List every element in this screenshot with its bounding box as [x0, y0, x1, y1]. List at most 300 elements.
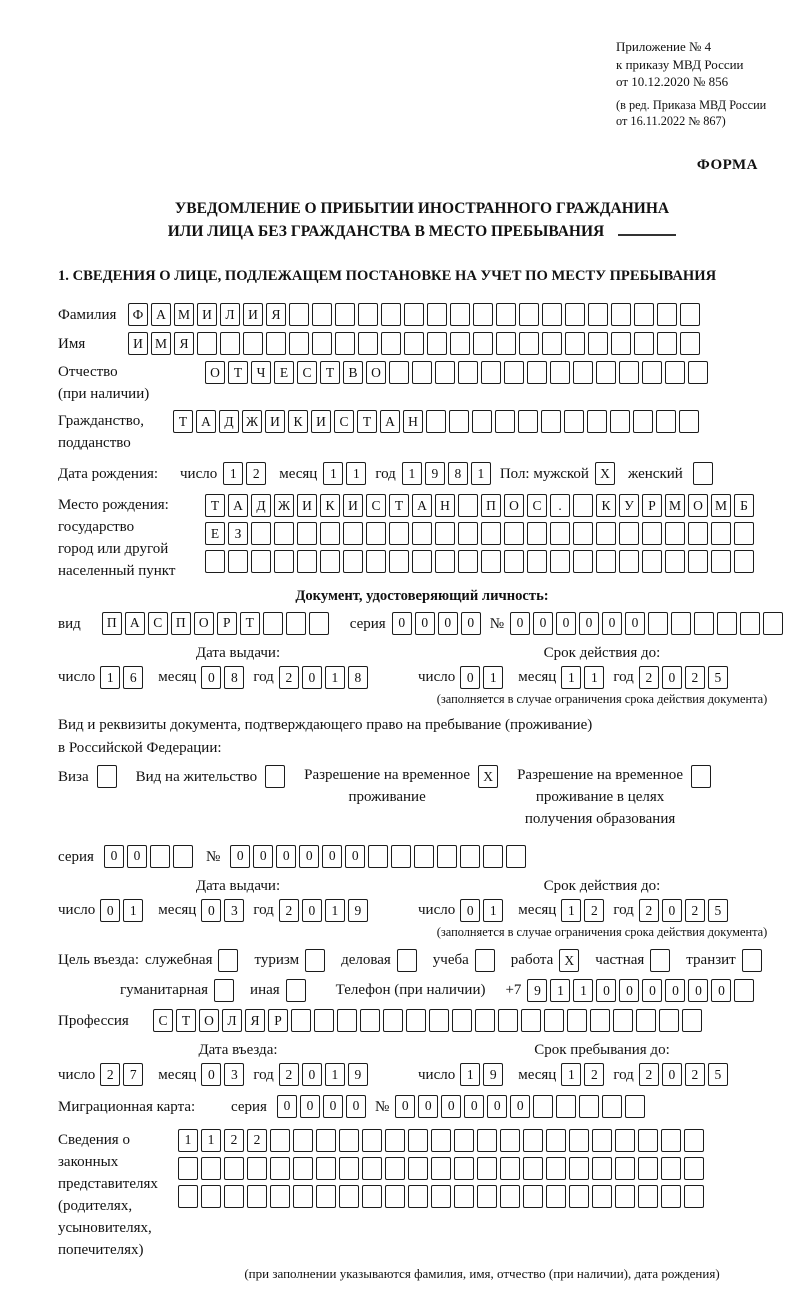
char-box[interactable]: Я	[245, 1009, 265, 1032]
char-box[interactable]	[619, 522, 639, 545]
char-box[interactable]	[496, 332, 516, 355]
char-box[interactable]	[679, 410, 699, 433]
char-box[interactable]	[500, 1129, 520, 1152]
char-box[interactable]: 0	[625, 612, 645, 635]
char-box[interactable]	[763, 612, 783, 635]
char-box[interactable]	[680, 303, 700, 326]
char-box[interactable]: 0	[711, 979, 731, 1002]
char-box[interactable]	[556, 1095, 576, 1118]
char-box[interactable]	[634, 303, 654, 326]
char-box[interactable]: 0	[323, 1095, 343, 1118]
char-box[interactable]	[573, 494, 593, 517]
char-box[interactable]	[610, 410, 630, 433]
char-box[interactable]	[173, 845, 193, 868]
char-box[interactable]: 0	[662, 1063, 682, 1086]
char-box[interactable]: 1	[325, 1063, 345, 1086]
char-box[interactable]	[619, 550, 639, 573]
char-box[interactable]	[408, 1157, 428, 1180]
char-box[interactable]	[337, 1009, 357, 1032]
char-box[interactable]	[638, 1185, 658, 1208]
char-box[interactable]: 2	[584, 1063, 604, 1086]
char-box[interactable]: 0	[665, 979, 685, 1002]
char-box[interactable]: Е	[274, 361, 294, 384]
char-box[interactable]: 1	[561, 1063, 581, 1086]
char-box[interactable]: 1	[561, 899, 581, 922]
char-box[interactable]	[477, 1157, 497, 1180]
char-box[interactable]	[286, 979, 306, 1002]
char-box[interactable]	[362, 1157, 382, 1180]
char-box[interactable]: 0	[392, 612, 412, 635]
purpose-transit-checkbox[interactable]	[742, 949, 765, 972]
identity-issue-month-boxes[interactable]	[201, 666, 247, 689]
char-box[interactable]	[454, 1157, 474, 1180]
birth-year-boxes[interactable]	[402, 462, 494, 485]
char-box[interactable]	[458, 522, 478, 545]
char-box[interactable]	[366, 522, 386, 545]
char-box[interactable]: 1	[561, 666, 581, 689]
char-box[interactable]	[435, 550, 455, 573]
char-box[interactable]: 1	[460, 1063, 480, 1086]
sex-male-checkbox[interactable]	[595, 462, 618, 485]
char-box[interactable]: 1	[325, 899, 345, 922]
char-box[interactable]: 0	[201, 666, 221, 689]
purpose-study-checkbox[interactable]	[475, 949, 498, 972]
char-box[interactable]: Т	[357, 410, 377, 433]
char-box[interactable]	[286, 612, 306, 635]
stay-year-boxes[interactable]	[639, 1063, 731, 1086]
char-box[interactable]	[339, 1157, 359, 1180]
char-box[interactable]: 2	[246, 462, 266, 485]
char-box[interactable]: 8	[348, 666, 368, 689]
char-box[interactable]	[426, 410, 446, 433]
char-box[interactable]	[431, 1185, 451, 1208]
char-box[interactable]: Р	[268, 1009, 288, 1032]
char-box[interactable]	[450, 332, 470, 355]
entry-month-boxes[interactable]	[201, 1063, 247, 1086]
char-box[interactable]	[579, 1095, 599, 1118]
char-box[interactable]	[613, 1009, 633, 1032]
char-box[interactable]: П	[102, 612, 122, 635]
char-box[interactable]	[573, 361, 593, 384]
char-box[interactable]: 0	[100, 899, 120, 922]
char-box[interactable]: Н	[403, 410, 423, 433]
char-box[interactable]	[619, 361, 639, 384]
char-box[interactable]	[523, 1129, 543, 1152]
birth-month-boxes[interactable]	[323, 462, 369, 485]
char-box[interactable]: 2	[639, 1063, 659, 1086]
char-box[interactable]: А	[380, 410, 400, 433]
char-box[interactable]	[389, 550, 409, 573]
char-box[interactable]: 2	[639, 899, 659, 922]
char-box[interactable]	[684, 1157, 704, 1180]
char-box[interactable]: 9	[348, 1063, 368, 1086]
char-box[interactable]	[590, 1009, 610, 1032]
char-box[interactable]	[218, 949, 238, 972]
char-box[interactable]: 0	[201, 899, 221, 922]
char-box[interactable]	[460, 845, 480, 868]
char-box[interactable]: Т	[176, 1009, 196, 1032]
char-box[interactable]: 2	[279, 899, 299, 922]
char-box[interactable]: 1	[402, 462, 422, 485]
char-box[interactable]: С	[148, 612, 168, 635]
char-box[interactable]: С	[297, 361, 317, 384]
char-box[interactable]	[521, 1009, 541, 1032]
char-box[interactable]: М	[174, 303, 194, 326]
char-box[interactable]: 1	[483, 899, 503, 922]
char-box[interactable]	[360, 1009, 380, 1032]
representatives-row1-boxes[interactable]	[178, 1129, 707, 1152]
char-box[interactable]	[408, 1129, 428, 1152]
identity-valid-day-boxes[interactable]	[460, 666, 506, 689]
char-box[interactable]	[414, 845, 434, 868]
char-box[interactable]	[546, 1185, 566, 1208]
char-box[interactable]: У	[619, 494, 639, 517]
char-box[interactable]: Е	[205, 522, 225, 545]
char-box[interactable]: 1	[584, 666, 604, 689]
char-box[interactable]	[201, 1157, 221, 1180]
char-box[interactable]: А	[151, 303, 171, 326]
char-box[interactable]: С	[153, 1009, 173, 1032]
char-box[interactable]	[454, 1129, 474, 1152]
char-box[interactable]	[734, 550, 754, 573]
residence-series-boxes[interactable]	[104, 845, 196, 868]
char-box[interactable]	[500, 1157, 520, 1180]
char-box[interactable]	[289, 303, 309, 326]
char-box[interactable]	[297, 522, 317, 545]
char-box[interactable]	[389, 522, 409, 545]
char-box[interactable]	[693, 462, 713, 485]
char-box[interactable]	[270, 1129, 290, 1152]
char-box[interactable]	[684, 1185, 704, 1208]
char-box[interactable]	[291, 1009, 311, 1032]
char-box[interactable]: 0	[300, 1095, 320, 1118]
char-box[interactable]	[449, 410, 469, 433]
char-box[interactable]: 8	[224, 666, 244, 689]
char-box[interactable]: Р	[642, 494, 662, 517]
char-box[interactable]: К	[596, 494, 616, 517]
char-box[interactable]: П	[481, 494, 501, 517]
char-box[interactable]	[381, 303, 401, 326]
char-box[interactable]: Я	[266, 303, 286, 326]
char-box[interactable]	[684, 1129, 704, 1152]
entry-year-boxes[interactable]	[279, 1063, 371, 1086]
char-box[interactable]	[289, 332, 309, 355]
char-box[interactable]	[358, 332, 378, 355]
char-box[interactable]: О	[205, 361, 225, 384]
char-box[interactable]	[596, 550, 616, 573]
char-box[interactable]: 1	[323, 462, 343, 485]
char-box[interactable]: И	[128, 332, 148, 355]
char-box[interactable]	[477, 1129, 497, 1152]
char-box[interactable]: 0	[322, 845, 342, 868]
char-box[interactable]: 0	[299, 845, 319, 868]
residence-number-boxes[interactable]	[230, 845, 529, 868]
char-box[interactable]: 0	[276, 845, 296, 868]
char-box[interactable]	[435, 361, 455, 384]
char-box[interactable]: 0	[487, 1095, 507, 1118]
char-box[interactable]	[368, 845, 388, 868]
char-box[interactable]: X	[478, 765, 498, 788]
char-box[interactable]: Ж	[242, 410, 262, 433]
char-box[interactable]	[602, 1095, 622, 1118]
char-box[interactable]: С	[366, 494, 386, 517]
char-box[interactable]: 0	[460, 666, 480, 689]
char-box[interactable]	[224, 1185, 244, 1208]
char-box[interactable]: М	[665, 494, 685, 517]
char-box[interactable]	[587, 410, 607, 433]
char-box[interactable]	[427, 303, 447, 326]
residence-valid-year-boxes[interactable]	[639, 899, 731, 922]
char-box[interactable]	[316, 1185, 336, 1208]
char-box[interactable]	[316, 1157, 336, 1180]
char-box[interactable]	[220, 332, 240, 355]
char-box[interactable]: 2	[584, 899, 604, 922]
char-box[interactable]: 1	[573, 979, 593, 1002]
char-box[interactable]	[458, 494, 478, 517]
char-box[interactable]: З	[228, 522, 248, 545]
char-box[interactable]	[412, 361, 432, 384]
char-box[interactable]: 9	[527, 979, 547, 1002]
char-box[interactable]	[636, 1009, 656, 1032]
char-box[interactable]	[615, 1157, 635, 1180]
char-box[interactable]: 9	[483, 1063, 503, 1086]
char-box[interactable]	[506, 845, 526, 868]
char-box[interactable]: 0	[438, 612, 458, 635]
char-box[interactable]	[550, 550, 570, 573]
char-box[interactable]: Т	[389, 494, 409, 517]
char-box[interactable]: И	[297, 494, 317, 517]
char-box[interactable]: Д	[251, 494, 271, 517]
char-box[interactable]	[475, 1009, 495, 1032]
char-box[interactable]	[385, 1185, 405, 1208]
char-box[interactable]	[274, 522, 294, 545]
char-box[interactable]	[266, 332, 286, 355]
char-box[interactable]	[496, 303, 516, 326]
residence-valid-month-boxes[interactable]	[561, 899, 607, 922]
char-box[interactable]	[481, 550, 501, 573]
char-box[interactable]: 1	[178, 1129, 198, 1152]
char-box[interactable]: 8	[448, 462, 468, 485]
char-box[interactable]: И	[197, 303, 217, 326]
char-box[interactable]	[527, 522, 547, 545]
char-box[interactable]	[500, 1185, 520, 1208]
char-box[interactable]	[504, 361, 524, 384]
char-box[interactable]: 5	[708, 899, 728, 922]
char-box[interactable]: 9	[425, 462, 445, 485]
char-box[interactable]	[381, 332, 401, 355]
char-box[interactable]	[569, 1129, 589, 1152]
char-box[interactable]: 1	[100, 666, 120, 689]
char-box[interactable]: 0	[127, 845, 147, 868]
char-box[interactable]	[682, 1009, 702, 1032]
char-box[interactable]	[596, 361, 616, 384]
char-box[interactable]: 2	[685, 666, 705, 689]
char-box[interactable]	[406, 1009, 426, 1032]
given-name-boxes[interactable]	[128, 332, 703, 355]
char-box[interactable]	[450, 303, 470, 326]
char-box[interactable]	[592, 1185, 612, 1208]
char-box[interactable]: И	[311, 410, 331, 433]
char-box[interactable]: 0	[662, 899, 682, 922]
char-box[interactable]	[550, 522, 570, 545]
char-box[interactable]: А	[196, 410, 216, 433]
char-box[interactable]	[243, 332, 263, 355]
char-box[interactable]: 0	[345, 845, 365, 868]
char-box[interactable]: О	[194, 612, 214, 635]
char-box[interactable]	[473, 332, 493, 355]
char-box[interactable]	[214, 979, 234, 1002]
char-box[interactable]: 9	[348, 899, 368, 922]
char-box[interactable]	[671, 612, 691, 635]
char-box[interactable]	[458, 550, 478, 573]
char-box[interactable]: 1	[483, 666, 503, 689]
char-box[interactable]	[473, 303, 493, 326]
char-box[interactable]	[642, 361, 662, 384]
purpose-tourism-checkbox[interactable]	[305, 949, 328, 972]
char-box[interactable]: 0	[418, 1095, 438, 1118]
char-box[interactable]: М	[711, 494, 731, 517]
char-box[interactable]	[343, 522, 363, 545]
char-box[interactable]	[320, 550, 340, 573]
residence-issue-year-boxes[interactable]	[279, 899, 371, 922]
char-box[interactable]	[541, 410, 561, 433]
purpose-humanitarian-checkbox[interactable]	[214, 979, 237, 1002]
char-box[interactable]: Т	[240, 612, 260, 635]
char-box[interactable]: В	[343, 361, 363, 384]
char-box[interactable]	[178, 1157, 198, 1180]
char-box[interactable]	[270, 1157, 290, 1180]
char-box[interactable]: 0	[277, 1095, 297, 1118]
identity-valid-year-boxes[interactable]	[639, 666, 731, 689]
char-box[interactable]	[431, 1157, 451, 1180]
char-box[interactable]	[565, 332, 585, 355]
char-box[interactable]: 1	[223, 462, 243, 485]
char-box[interactable]: 3	[224, 899, 244, 922]
char-box[interactable]	[694, 612, 714, 635]
char-box[interactable]	[265, 765, 285, 788]
profession-boxes[interactable]	[153, 1009, 705, 1032]
char-box[interactable]	[454, 1185, 474, 1208]
char-box[interactable]: 2	[639, 666, 659, 689]
char-box[interactable]: 0	[302, 1063, 322, 1086]
char-box[interactable]	[588, 332, 608, 355]
char-box[interactable]	[611, 332, 631, 355]
char-box[interactable]: 0	[441, 1095, 461, 1118]
char-box[interactable]	[688, 522, 708, 545]
char-box[interactable]: Я	[174, 332, 194, 355]
char-box[interactable]	[475, 949, 495, 972]
char-box[interactable]: 0	[688, 979, 708, 1002]
char-box[interactable]: Т	[228, 361, 248, 384]
birth-day-boxes[interactable]	[223, 462, 269, 485]
char-box[interactable]: 0	[662, 666, 682, 689]
char-box[interactable]	[642, 522, 662, 545]
char-box[interactable]: Т	[320, 361, 340, 384]
char-box[interactable]: 2	[685, 1063, 705, 1086]
purpose-private-checkbox[interactable]	[650, 949, 673, 972]
char-box[interactable]: 0	[395, 1095, 415, 1118]
char-box[interactable]: Ф	[128, 303, 148, 326]
char-box[interactable]	[481, 361, 501, 384]
residence-issue-day-boxes[interactable]	[100, 899, 146, 922]
char-box[interactable]: 0	[460, 899, 480, 922]
char-box[interactable]	[657, 303, 677, 326]
char-box[interactable]: 7	[123, 1063, 143, 1086]
char-box[interactable]: 0	[596, 979, 616, 1002]
char-box[interactable]: М	[151, 332, 171, 355]
char-box[interactable]	[717, 612, 737, 635]
char-box[interactable]	[498, 1009, 518, 1032]
char-box[interactable]	[573, 550, 593, 573]
char-box[interactable]	[263, 612, 283, 635]
char-box[interactable]	[504, 550, 524, 573]
char-box[interactable]	[201, 1185, 221, 1208]
char-box[interactable]: Ж	[274, 494, 294, 517]
char-box[interactable]	[569, 1157, 589, 1180]
purpose-other-checkbox[interactable]	[286, 979, 309, 1002]
char-box[interactable]: 0	[253, 845, 273, 868]
char-box[interactable]	[477, 1185, 497, 1208]
char-box[interactable]: Т	[173, 410, 193, 433]
char-box[interactable]	[343, 550, 363, 573]
char-box[interactable]	[588, 303, 608, 326]
char-box[interactable]	[711, 522, 731, 545]
char-box[interactable]: 1	[325, 666, 345, 689]
char-box[interactable]: С	[527, 494, 547, 517]
char-box[interactable]	[178, 1185, 198, 1208]
char-box[interactable]	[274, 550, 294, 573]
char-box[interactable]	[293, 1185, 313, 1208]
char-box[interactable]	[339, 1185, 359, 1208]
char-box[interactable]	[404, 332, 424, 355]
char-box[interactable]	[458, 361, 478, 384]
migration-number-boxes[interactable]	[395, 1095, 648, 1118]
identity-number-boxes[interactable]	[510, 612, 786, 635]
char-box[interactable]	[527, 361, 547, 384]
char-box[interactable]	[648, 612, 668, 635]
char-box[interactable]	[711, 550, 731, 573]
char-box[interactable]: 0	[302, 899, 322, 922]
char-box[interactable]	[385, 1129, 405, 1152]
char-box[interactable]: 0	[415, 612, 435, 635]
char-box[interactable]	[734, 979, 754, 1002]
char-box[interactable]	[495, 410, 515, 433]
char-box[interactable]: О	[504, 494, 524, 517]
purpose-official-checkbox[interactable]	[218, 949, 241, 972]
char-box[interactable]	[437, 845, 457, 868]
char-box[interactable]	[546, 1129, 566, 1152]
char-box[interactable]	[688, 361, 708, 384]
char-box[interactable]	[293, 1129, 313, 1152]
char-box[interactable]	[638, 1157, 658, 1180]
char-box[interactable]	[297, 550, 317, 573]
char-box[interactable]	[688, 550, 708, 573]
char-box[interactable]	[659, 1009, 679, 1032]
purpose-work-checkbox[interactable]	[559, 949, 582, 972]
char-box[interactable]: 0	[533, 612, 553, 635]
char-box[interactable]	[542, 332, 562, 355]
char-box[interactable]	[335, 332, 355, 355]
char-box[interactable]: X	[559, 949, 579, 972]
char-box[interactable]: И	[243, 303, 263, 326]
purpose-business-checkbox[interactable]	[397, 949, 420, 972]
phone-boxes[interactable]	[527, 979, 757, 1002]
char-box[interactable]	[335, 303, 355, 326]
char-box[interactable]: Р	[217, 612, 237, 635]
char-box[interactable]	[734, 522, 754, 545]
char-box[interactable]: 0	[104, 845, 124, 868]
char-box[interactable]	[435, 522, 455, 545]
